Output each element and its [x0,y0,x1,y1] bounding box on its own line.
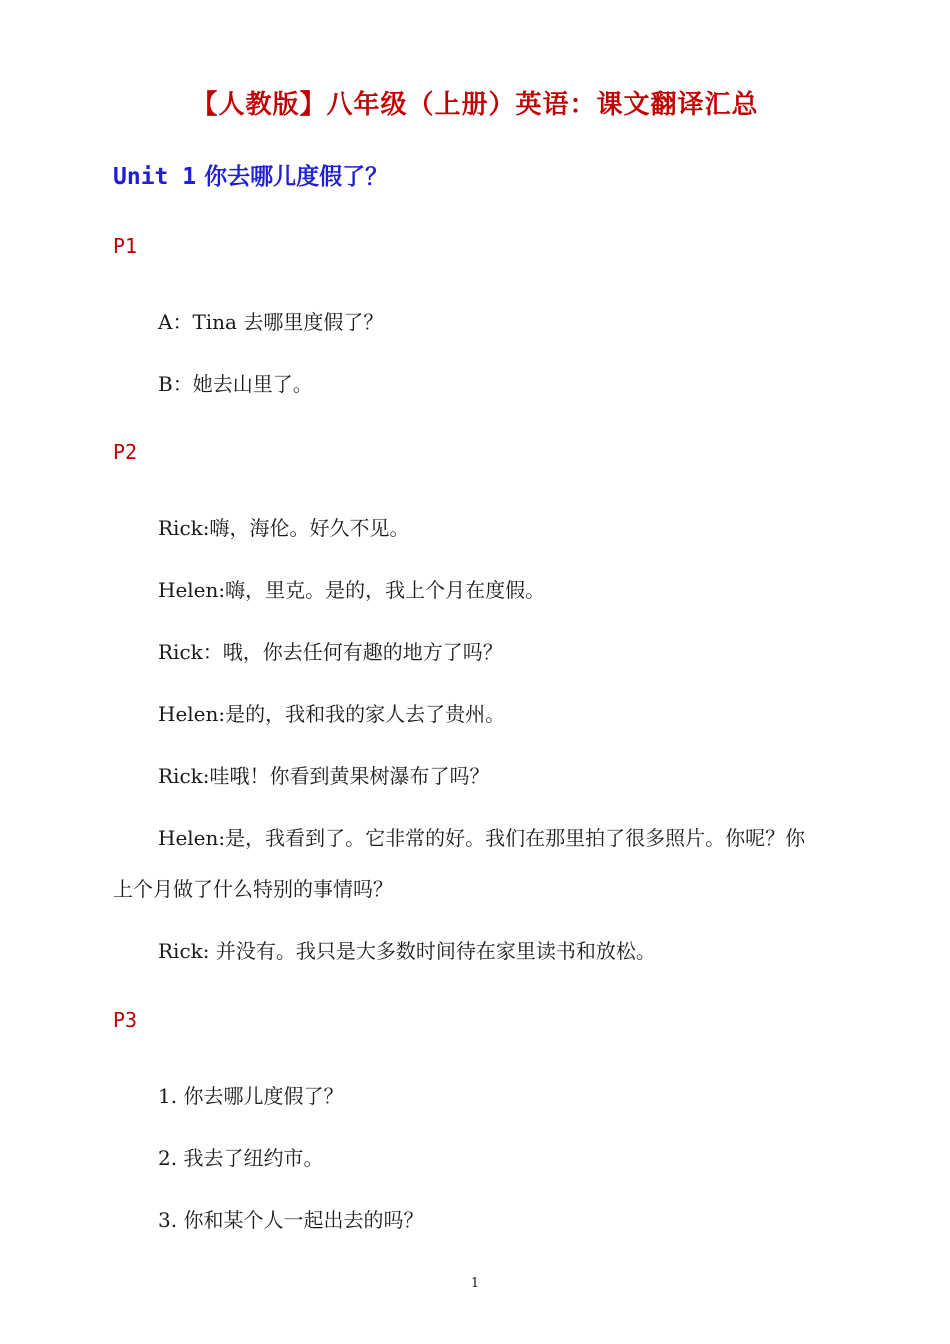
section-label-p1: P1 [113,234,138,258]
page-number: 1 [470,1276,480,1291]
paragraph-line: A：Tina 去哪里度假了？ [158,310,384,334]
paragraph-line: Rick: 并没有。我只是大多数时间待在家里读书和放松。 [158,939,656,963]
paragraph-line: B：她去山里了。 [158,372,313,396]
paragraph-line: Helen:嗨，里克。是的，我上个月在度假。 [158,578,546,602]
list-item: 1. 你去哪儿度假了？ [158,1084,344,1108]
unit-label: Unit 1 [113,164,197,190]
section-label-p3: P3 [113,1008,138,1032]
unit-title: 你去哪儿度假了？ [204,163,389,190]
paragraph-line-continuation: 上个月做了什么特别的事情吗？ [113,877,393,901]
unit-heading [113,158,388,191]
list-item: 2. 我去了纽约市。 [158,1146,324,1170]
paragraph-line: Helen:是，我看到了。它非常的好。我们在那里拍了很多照片。你呢？你 [158,826,806,850]
paragraph-line: Rick:嗨，海伦。好久不见。 [158,516,410,540]
paragraph-line: Rick：哦，你去任何有趣的地方了吗？ [158,640,503,664]
section-label-p2: P2 [113,440,138,464]
paragraph-line: Rick:哇哦！你看到黄果树瀑布了吗？ [158,764,490,788]
paragraph-line: Helen:是的，我和我的家人去了贵州。 [158,702,506,726]
document-title: 【人教版】八年级（上册）英语：课文翻译汇总 [191,90,759,120]
list-item: 3. 你和某个人一起出去的吗？ [158,1208,424,1232]
